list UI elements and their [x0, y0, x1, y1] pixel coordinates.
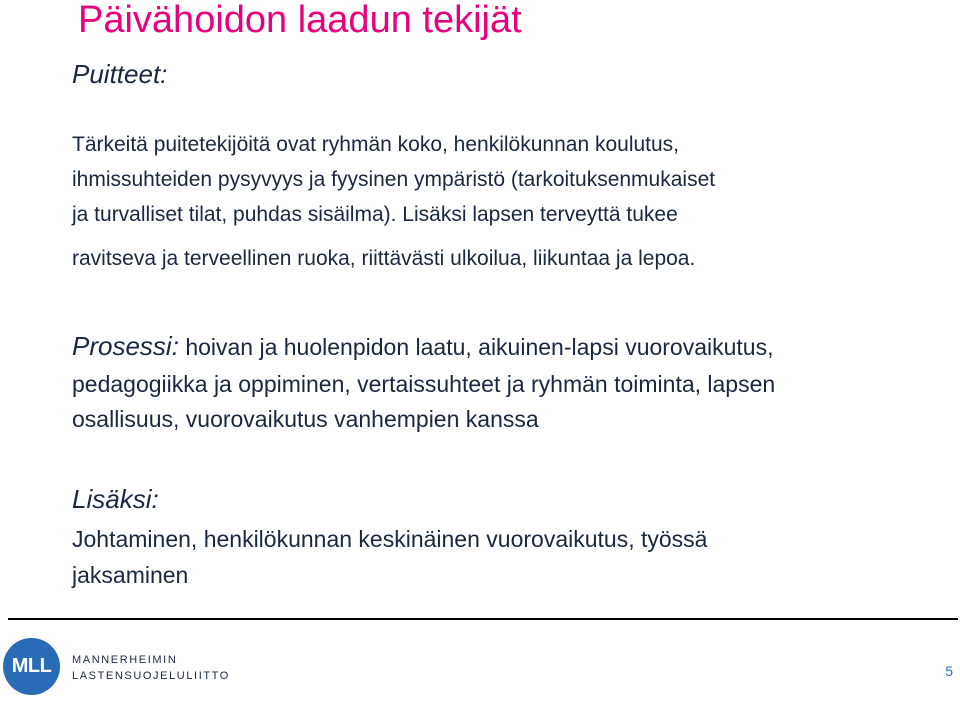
lisaksi-heading: Lisäksi: [72, 484, 159, 514]
mll-logo-text: MLL [11, 655, 52, 677]
prosessi-text-1: hoivan ja huolenpidon laatu, aikuinen-lapsi vuorovaikutus, [185, 334, 774, 360]
prosessi-line-2: pedagogiikka ja oppiminen, vertaissuhteet ja ryhmän toiminta, lapsen [72, 371, 776, 397]
lisaksi-line-1: Johtaminen, henkilökunnan keskinäinen vuorovaikutus, työssä [72, 526, 708, 552]
prosessi-label: Prosessi: [72, 331, 179, 361]
lisaksi-line-2: jaksaminen [72, 562, 189, 588]
puitteet-line-2: ihmissuhteiden pysyvyys ja fyysinen ympäristö (tarkoituksenmukaiset [72, 168, 716, 191]
puitteet-line-1: Tärkeitä puitetekijöitä ovat ryhmän koko, henkilökunnan koulutus, [72, 133, 680, 156]
prosessi-line-3: osallisuus, vuorovaikutus vanhempien kanssa [72, 406, 539, 432]
puitteet-line-4: ravitseva ja terveellinen ruoka, riittävästi ulkoilua, liikuntaa ja lepoa. [72, 247, 696, 270]
prosessi-line-1 [72, 332, 774, 361]
org-name-line-2: LASTENSUOJELULIITTO [72, 670, 230, 682]
puitteet-line-3: ja turvalliset tilat, puhdas sisäilma). Lisäksi lapsen terveyttä tukee [72, 203, 678, 226]
footer-divider [8, 618, 958, 620]
puitteet-heading: Puitteet: [72, 59, 168, 89]
page-number: 5 [945, 663, 953, 679]
org-name-line-1: MANNERHEIMIN [72, 654, 178, 666]
mll-logo [3, 638, 60, 695]
slide-title: Päivähoidon laadun tekijät [78, 0, 522, 41]
